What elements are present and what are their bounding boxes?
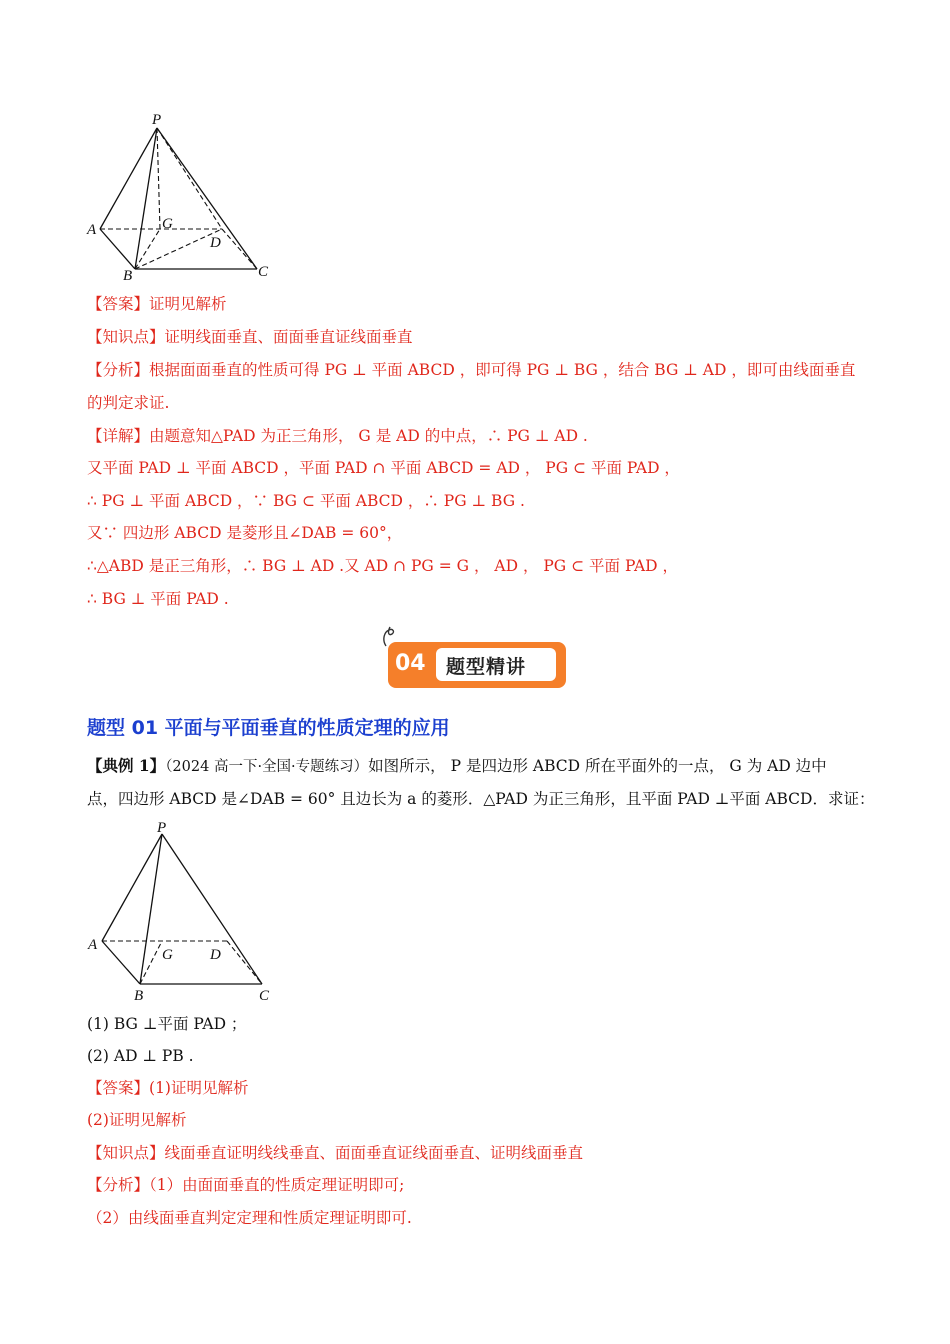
- analysis-line-2a: [87, 1175, 404, 1195]
- example-line-2: 点，四边形 ABCD 是∠DAB = 60° 且边长为 a 的菱形．△PAD 为正三角形，且平面 PAD ⊥平面 ABCD．求证：: [87, 790, 875, 808]
- example-source: （2024 高一下·全国·专题练习）: [165, 759, 369, 775]
- edge-PA: [100, 128, 157, 229]
- example-tag: 【典例 1】: [87, 756, 166, 775]
- detail-tag: 【详解】: [87, 427, 150, 445]
- edge-PD: [157, 128, 222, 229]
- edge-PA: [102, 834, 162, 941]
- analysis-text-2a: （1）由面面垂直的性质定理证明即可;: [149, 1176, 405, 1194]
- knowledge-tag: 【知识点】: [87, 328, 165, 346]
- section-heading: 题型 01 平面与平面垂直的性质定理的应用: [87, 717, 450, 739]
- answer-line-1: [87, 294, 227, 314]
- label-B: B: [134, 988, 144, 1004]
- knowledge-line-1: [87, 327, 413, 347]
- segment-PG: [157, 128, 160, 229]
- label-D: D: [210, 235, 221, 251]
- answer-tag: 【答案】: [87, 295, 150, 313]
- section-banner: [388, 642, 566, 688]
- analysis-line-1: [87, 360, 855, 380]
- knowledge-tag-2: 【知识点】: [87, 1144, 165, 1162]
- label-P: P: [157, 820, 167, 836]
- analysis-text-2b: （2）由线面垂直判定定理和性质定理证明即可.: [87, 1209, 412, 1227]
- example-text-1: 如图所示， P 是四边形 ABCD 所在平面外的一点， G 为 AD 边中: [368, 757, 827, 775]
- detail-line-2: 又平面 PAD ⊥ 平面 ABCD ，平面 PAD ∩ 平面 ABCD = AD ， PG ⊂ 平面 PAD ，: [87, 459, 680, 477]
- edge-DC: [227, 941, 262, 984]
- label-B: B: [123, 268, 133, 284]
- question-2: (2) AD ⊥ PB .: [87, 1047, 194, 1065]
- analysis-text-1: 根据面面垂直的性质可得 PG ⊥ 平面 ABCD ，即可得 PG ⊥ BG ，结合 BG ⊥ AD ，即可由线面垂直: [149, 361, 856, 379]
- detail-line-1: [87, 426, 588, 446]
- example-line-1: [87, 756, 827, 777]
- answer-tag-2: 【答案】: [87, 1079, 150, 1097]
- label-A: A: [87, 222, 97, 238]
- knowledge-text-2: 线面垂直证明线线垂直、面面垂直证线面垂直、证明线面垂直: [164, 1144, 584, 1162]
- detail-line-6: ∴ BG ⊥ 平面 PAD .: [87, 590, 229, 608]
- knowledge-line-2: [87, 1143, 583, 1163]
- label-G: G: [162, 947, 173, 963]
- detail-text-1: 由题意知△PAD 为正三角形， G 是 AD 的中点，∴ PG ⊥ AD .: [149, 427, 588, 445]
- answer-line-2: [87, 1078, 248, 1098]
- edge-AB: [100, 229, 135, 269]
- edge-AB: [102, 941, 140, 984]
- label-C: C: [258, 264, 269, 280]
- pyramid-figure-1: [82, 108, 282, 288]
- edge-PC: [157, 128, 257, 269]
- detail-line-5: ∴△ABD 是正三角形，∴ BG ⊥ AD .又 AD ∩ PG = G ， AD ， PG ⊂ 平面 PAD ，: [87, 557, 678, 575]
- edge-DC: [222, 229, 257, 269]
- label-C: C: [259, 988, 270, 1004]
- answer-text-2b: (2)证明见解析: [87, 1111, 187, 1129]
- edge-PB: [135, 128, 157, 269]
- analysis-tag-2: 【分析】: [87, 1176, 150, 1194]
- answer-text-2a: (1)证明见解析: [149, 1079, 249, 1097]
- analysis-tag: 【分析】: [87, 361, 150, 379]
- banner-number: 04: [395, 651, 426, 676]
- label-A: A: [88, 937, 98, 953]
- answer-text: 证明见解析: [149, 295, 227, 313]
- question-1: (1) BG ⊥平面 PAD ；: [87, 1015, 247, 1033]
- label-G: G: [162, 216, 173, 232]
- analysis-line-2: 的判定求证.: [87, 394, 170, 412]
- label-P: P: [152, 112, 162, 128]
- pyramid-figure-2: [82, 818, 282, 1008]
- segment-BD: [135, 229, 222, 269]
- label-D: D: [210, 947, 221, 963]
- detail-line-3: ∴ PG ⊥ 平面 ABCD ，∵ BG ⊂ 平面 ABCD ，∴ PG ⊥ BG .: [87, 492, 525, 510]
- knowledge-text: 证明线面垂直、面面垂直证线面垂直: [164, 328, 413, 346]
- banner-title: 题型精讲: [446, 656, 527, 678]
- detail-line-4: 又∵ 四边形 ABCD 是菱形且∠DAB = 60°，: [87, 524, 403, 542]
